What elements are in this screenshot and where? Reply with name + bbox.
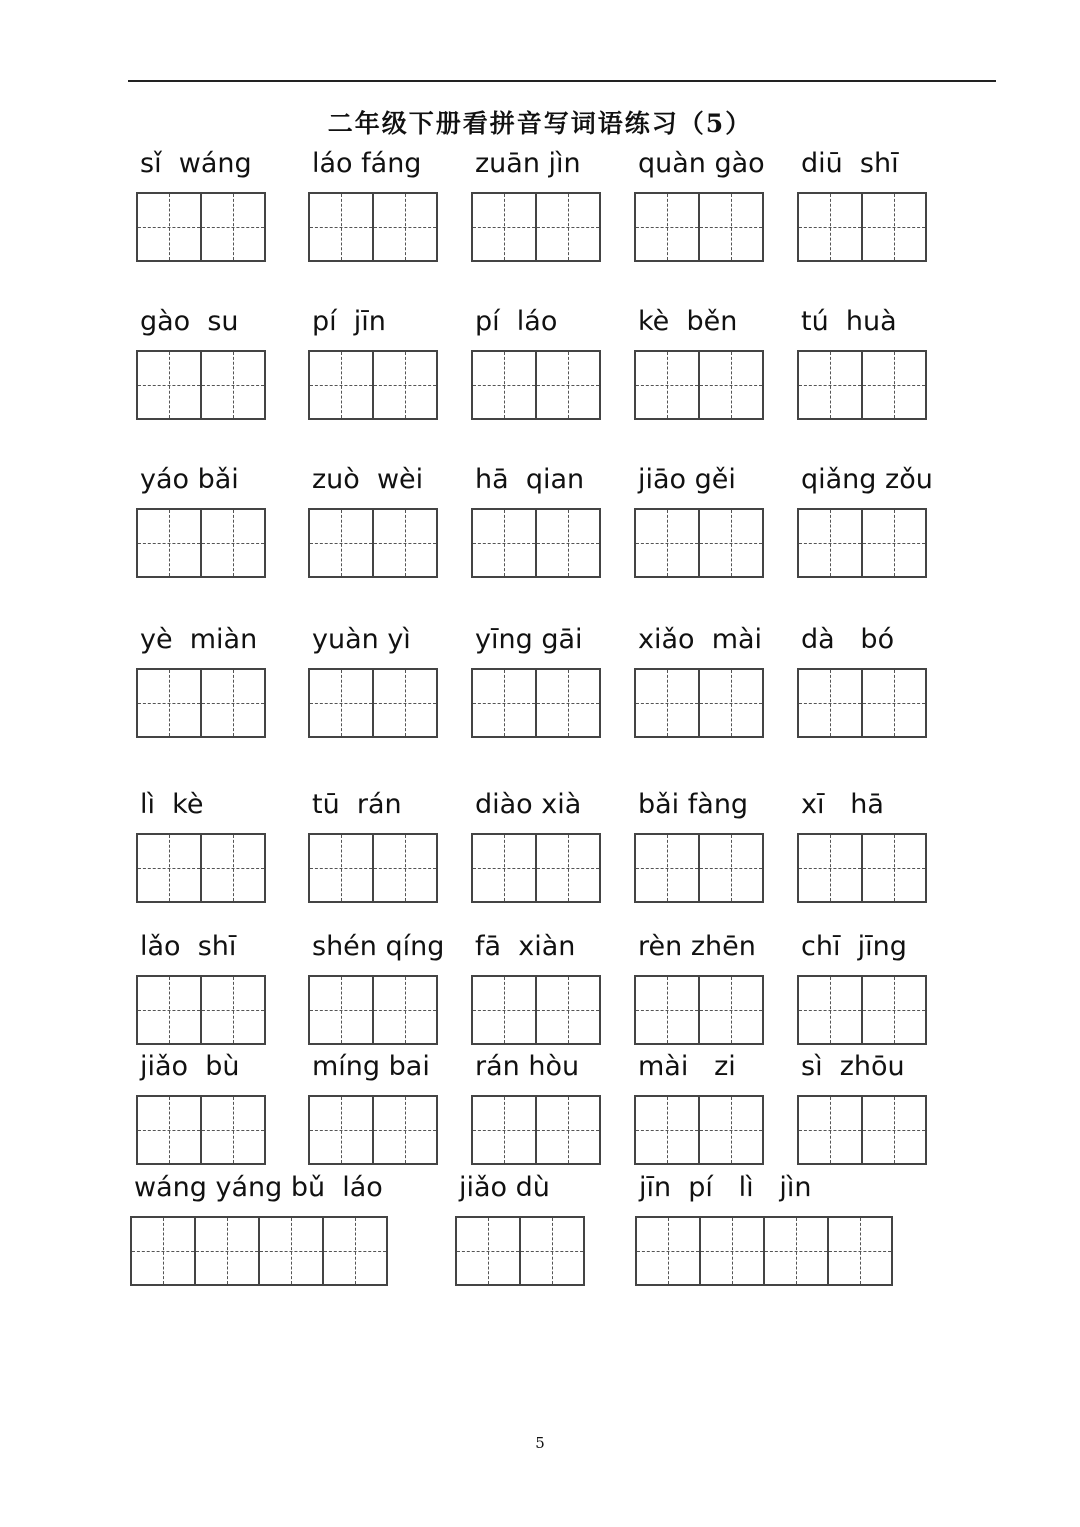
pinyin-label: míng bai — [312, 1051, 430, 1082]
tianzige-cell[interactable] — [130, 1216, 196, 1286]
tianzige-cell[interactable] — [471, 668, 537, 738]
writing-boxes — [471, 975, 601, 1045]
pinyin-label: fā xiàn — [475, 931, 576, 962]
tianzige-cell[interactable] — [471, 508, 537, 578]
tianzige-cell[interactable] — [471, 833, 537, 903]
tianzige-cell[interactable] — [200, 192, 266, 262]
tianzige-cell[interactable] — [136, 350, 202, 420]
tianzige-cell[interactable] — [136, 833, 202, 903]
writing-boxes — [136, 1095, 266, 1165]
writing-boxes — [308, 668, 438, 738]
tianzige-cell[interactable] — [136, 1095, 202, 1165]
writing-boxes — [797, 833, 927, 903]
pinyin-label: sì zhōu — [801, 1051, 905, 1082]
tianzige-cell[interactable] — [634, 668, 700, 738]
tianzige-cell[interactable] — [535, 508, 601, 578]
tianzige-cell[interactable] — [535, 833, 601, 903]
pinyin-label: yuàn yì — [312, 624, 411, 655]
tianzige-cell[interactable] — [471, 1095, 537, 1165]
writing-boxes — [136, 975, 266, 1045]
pinyin-label: sǐ wáng — [140, 148, 252, 179]
writing-boxes — [634, 668, 764, 738]
pinyin-label: jiǎo bù — [140, 1051, 240, 1082]
writing-boxes — [308, 833, 438, 903]
writing-boxes — [634, 1095, 764, 1165]
tianzige-cell[interactable] — [535, 350, 601, 420]
writing-boxes — [797, 668, 927, 738]
tianzige-cell[interactable] — [698, 508, 764, 578]
tianzige-cell[interactable] — [698, 350, 764, 420]
writing-boxes — [136, 508, 266, 578]
pinyin-label: kè běn — [638, 306, 738, 337]
pinyin-label: tú huà — [801, 306, 897, 337]
pinyin-label: bǎi fàng — [638, 789, 749, 820]
writing-boxes — [797, 1095, 927, 1165]
pinyin-label: zuò wèi — [312, 464, 424, 495]
tianzige-cell[interactable] — [535, 1095, 601, 1165]
writing-boxes — [308, 350, 438, 420]
writing-boxes — [455, 1216, 585, 1286]
tianzige-cell[interactable] — [861, 668, 927, 738]
tianzige-cell[interactable] — [797, 508, 863, 578]
writing-boxes — [136, 833, 266, 903]
tianzige-cell[interactable] — [797, 668, 863, 738]
tianzige-cell[interactable] — [308, 508, 374, 578]
tianzige-cell[interactable] — [699, 1216, 765, 1286]
writing-boxes — [471, 833, 601, 903]
writing-boxes — [634, 350, 764, 420]
pinyin-label: jiāo gěi — [638, 464, 736, 495]
pinyin-label: yīng gāi — [475, 624, 583, 655]
tianzige-cell[interactable] — [322, 1216, 388, 1286]
tianzige-cell[interactable] — [634, 508, 700, 578]
tianzige-cell[interactable] — [308, 192, 374, 262]
tianzige-cell[interactable] — [861, 508, 927, 578]
pinyin-label: zuān jìn — [475, 148, 581, 179]
writing-boxes — [136, 350, 266, 420]
worksheet-title: 二年级下册看拼音写词语练习（5） — [327, 109, 753, 138]
tianzige-cell[interactable] — [200, 833, 266, 903]
writing-boxes — [308, 1095, 438, 1165]
pinyin-label: dà bó — [801, 624, 895, 655]
tianzige-cell[interactable] — [698, 975, 764, 1045]
pinyin-label: jīn pí lì jìn — [639, 1172, 812, 1203]
tianzige-cell[interactable] — [136, 508, 202, 578]
tianzige-cell[interactable] — [519, 1216, 585, 1286]
tianzige-cell[interactable] — [698, 668, 764, 738]
tianzige-cell[interactable] — [200, 975, 266, 1045]
writing-boxes — [471, 192, 601, 262]
pinyin-label: pí jīn — [312, 306, 386, 337]
tianzige-cell[interactable] — [698, 1095, 764, 1165]
writing-boxes — [471, 350, 601, 420]
pinyin-label: quàn gào — [638, 148, 765, 179]
pinyin-label: xī hā — [801, 789, 884, 820]
writing-boxes — [797, 350, 927, 420]
writing-boxes — [136, 192, 266, 262]
tianzige-cell[interactable] — [635, 1216, 701, 1286]
tianzige-cell[interactable] — [797, 192, 863, 262]
tianzige-cell[interactable] — [861, 833, 927, 903]
tianzige-cell[interactable] — [372, 833, 438, 903]
pinyin-label: láo fáng — [312, 148, 422, 179]
pinyin-label: pí láo — [475, 306, 558, 337]
tianzige-cell[interactable] — [455, 1216, 521, 1286]
pinyin-label: mài zi — [638, 1051, 736, 1082]
pinyin-label: chī jīng — [801, 931, 907, 962]
pinyin-label: shén qíng — [312, 931, 445, 962]
writing-boxes — [308, 192, 438, 262]
header-rule — [128, 80, 996, 82]
tianzige-cell[interactable] — [634, 1095, 700, 1165]
pinyin-label: jiǎo dù — [459, 1172, 550, 1203]
tianzige-cell[interactable] — [372, 192, 438, 262]
writing-boxes — [634, 508, 764, 578]
pinyin-label: hā qian — [475, 464, 585, 495]
pinyin-label: qiǎng zǒu — [801, 464, 933, 495]
writing-boxes — [471, 1095, 601, 1165]
pinyin-label: yè miàn — [140, 624, 258, 655]
tianzige-cell[interactable] — [763, 1216, 829, 1286]
tianzige-cell[interactable] — [797, 833, 863, 903]
pinyin-label: gào su — [140, 306, 239, 337]
tianzige-cell[interactable] — [634, 975, 700, 1045]
tianzige-cell[interactable] — [308, 975, 374, 1045]
pinyin-label: tū rán — [312, 789, 402, 820]
tianzige-cell[interactable] — [136, 668, 202, 738]
writing-boxes — [797, 508, 927, 578]
writing-boxes — [130, 1216, 388, 1286]
pinyin-label: rèn zhēn — [638, 931, 756, 962]
tianzige-cell[interactable] — [194, 1216, 260, 1286]
writing-boxes — [634, 975, 764, 1045]
tianzige-cell[interactable] — [136, 975, 202, 1045]
tianzige-cell[interactable] — [827, 1216, 893, 1286]
tianzige-cell[interactable] — [861, 350, 927, 420]
tianzige-cell[interactable] — [634, 833, 700, 903]
pinyin-label: xiǎo mài — [638, 624, 763, 655]
tianzige-cell[interactable] — [136, 192, 202, 262]
tianzige-cell[interactable] — [200, 350, 266, 420]
tianzige-cell[interactable] — [372, 508, 438, 578]
pinyin-label: lǎo shī — [140, 931, 237, 962]
tianzige-cell[interactable] — [698, 833, 764, 903]
tianzige-cell[interactable] — [200, 1095, 266, 1165]
writing-boxes — [797, 192, 927, 262]
tianzige-cell[interactable] — [797, 1095, 863, 1165]
pinyin-label: wáng yáng bǔ láo — [134, 1172, 383, 1203]
writing-boxes — [635, 1216, 893, 1286]
page-number: 5 — [535, 1434, 545, 1452]
tianzige-cell[interactable] — [861, 1095, 927, 1165]
tianzige-cell[interactable] — [308, 668, 374, 738]
tianzige-cell[interactable] — [471, 192, 537, 262]
tianzige-cell[interactable] — [308, 1095, 374, 1165]
tianzige-cell[interactable] — [308, 833, 374, 903]
pinyin-label: yáo bǎi — [140, 464, 239, 495]
pinyin-label: diào xià — [475, 789, 582, 820]
tianzige-cell[interactable] — [200, 668, 266, 738]
pinyin-label: rán hòu — [475, 1051, 580, 1082]
tianzige-cell[interactable] — [797, 975, 863, 1045]
tianzige-cell[interactable] — [372, 668, 438, 738]
tianzige-cell[interactable] — [372, 975, 438, 1045]
tianzige-cell[interactable] — [258, 1216, 324, 1286]
tianzige-cell[interactable] — [634, 192, 700, 262]
writing-boxes — [136, 668, 266, 738]
tianzige-cell[interactable] — [698, 192, 764, 262]
tianzige-cell[interactable] — [372, 350, 438, 420]
tianzige-cell[interactable] — [535, 668, 601, 738]
tianzige-cell[interactable] — [372, 1095, 438, 1165]
writing-boxes — [308, 508, 438, 578]
tianzige-cell[interactable] — [471, 975, 537, 1045]
tianzige-cell[interactable] — [535, 192, 601, 262]
writing-boxes — [634, 833, 764, 903]
tianzige-cell[interactable] — [634, 350, 700, 420]
tianzige-cell[interactable] — [797, 350, 863, 420]
tianzige-cell[interactable] — [308, 350, 374, 420]
tianzige-cell[interactable] — [861, 192, 927, 262]
pinyin-label: lì kè — [140, 789, 204, 820]
tianzige-cell[interactable] — [200, 508, 266, 578]
writing-boxes — [634, 192, 764, 262]
tianzige-cell[interactable] — [471, 350, 537, 420]
writing-boxes — [308, 975, 438, 1045]
writing-boxes — [471, 508, 601, 578]
writing-boxes — [797, 975, 927, 1045]
tianzige-cell[interactable] — [535, 975, 601, 1045]
tianzige-cell[interactable] — [861, 975, 927, 1045]
writing-boxes — [471, 668, 601, 738]
pinyin-label: diū shī — [801, 148, 899, 179]
